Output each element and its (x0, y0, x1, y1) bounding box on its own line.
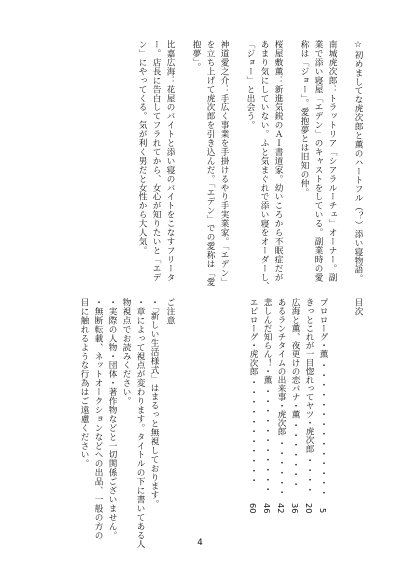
notes-line: ・実際の人物・団体・著作物などと一切関係ございません。 (107, 298, 117, 540)
notes-line: ・無断転載、ネットオークションなどへの出品、一般の方の (93, 298, 103, 540)
character-line: 抱夢」。 (191, 40, 201, 72)
character-line: 称は「ジョー」。愛抱夢とは旧知の仲。 (299, 40, 309, 197)
toc-entry-title: あるランチタイムの出来事・虎次郎 (276, 298, 286, 436)
notes-line: 目に触れるような行為はご遠慮ください。 (79, 298, 89, 469)
toc-dot-leader: ・・・・ (304, 455, 314, 496)
character-line: ン」にやってくる。気が利く男だと女性から大人気。 (137, 40, 147, 255)
character-line: あまり気にしていない。ふと気まぐれで添い寝をオーダーし、 (259, 40, 269, 291)
toc-entry-page: 5 (318, 508, 328, 514)
toc-dot-leader: ・・・・・・ (276, 438, 286, 498)
toc-dot-leader: ・・・・・・・・・・・・・・ (318, 361, 328, 499)
character-line: 業で添い寝屋「エデン」のキャストをしている。副業時の愛 (313, 40, 323, 282)
notes-line: ・「新しい生活様式」はまるっと無視しております。 (149, 298, 159, 509)
character-line: 桜屋敷薫：新進気鋭のＡＩ書道家。幼いころから不眠症だが (273, 40, 283, 282)
toc-entry-page: 36 (290, 503, 300, 514)
toc-entry-page: 20 (304, 503, 314, 514)
toc-heading: 目次 (353, 298, 363, 316)
character-line: を立ち上げて虎次郎を引き込んだ。「エデン」での愛称は「愛 (205, 40, 215, 287)
character-line: ー。店長に告白してフラれてから、女心が知りたいと「エデ (151, 40, 161, 282)
toc-entry-title: 悲しんだ知らん！・薫 (262, 298, 272, 384)
toc-entry-page: 42 (276, 503, 286, 514)
notes-line: 物視点でお読みください。 (121, 298, 131, 406)
notes-line: ・章によって視点が変わります。タイトルの下に書いてある人 (135, 298, 145, 549)
toc-entry-title: きっとこれが一目惚れってヤツ・虎次郎 (304, 298, 314, 453)
toc-dot-leader: ・・・・・・・・・・・ (262, 387, 272, 495)
toc-entry-page: 46 (262, 503, 272, 514)
character-line: 南城虎次郎：トラットリア「シアラルーチェ」オーナー。副 (327, 40, 337, 282)
notes-heading: ご注意 (165, 298, 175, 325)
toc-entry-title: プロローグ・薫 (318, 298, 328, 359)
toc-entry-title: エピローグ・虎次郎 (248, 298, 258, 376)
intro-headline: ☆初めましてな虎次郎と薫のハートフル（？）添い寝物語。 (353, 40, 363, 284)
toc-dot-leader: ・・・・・・・ (290, 421, 300, 491)
toc-dot-leader: ・・・・・・・・・・・ (248, 378, 258, 487)
toc-entry-title: 広海と薫、夜更けの恋バナ・薫 (290, 298, 300, 419)
character-line: 神道愛之介：手広く事業を手掛けるやり手実業家。「エデン」 (219, 40, 229, 287)
page-number: 4 (197, 538, 203, 548)
toc-entry-page: 60 (248, 503, 258, 514)
character-line: 比嘉広海：花屋のバイトと添い寝のバイトをこなすフリータ (165, 40, 175, 282)
character-line: 「ジョー」と出会う。 (245, 40, 255, 130)
